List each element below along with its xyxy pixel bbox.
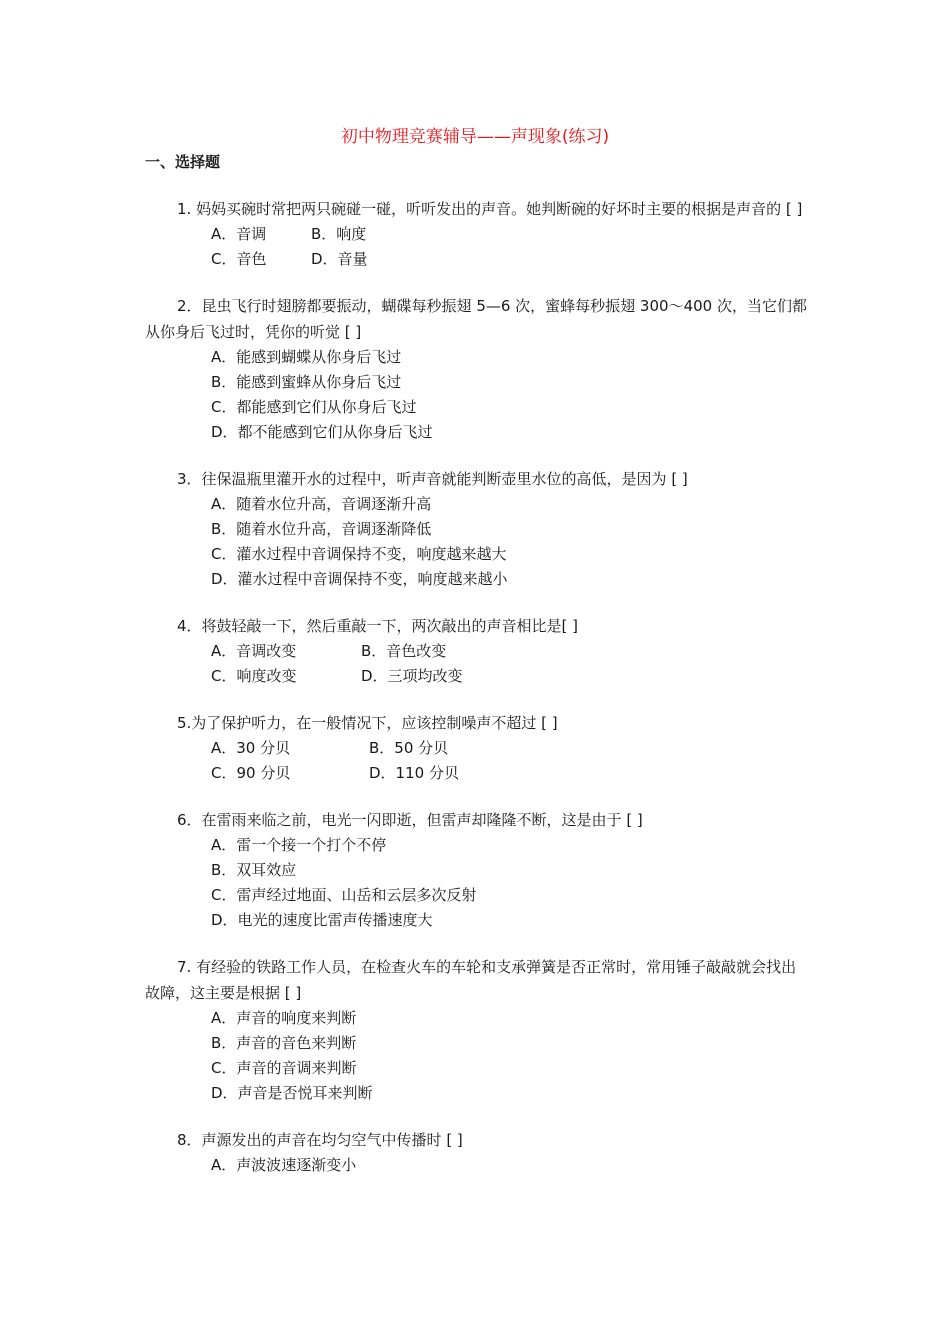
question-text: 3．往保温瓶里灌开水的过程中，听声音就能判断壶里水位的高低，是因为 [ ] [177, 470, 688, 488]
option-row [211, 761, 810, 786]
option-row [211, 395, 810, 420]
question-4 [145, 613, 810, 689]
answer-option: A．随着水位升高，音调逐渐升高 [211, 495, 432, 513]
answer-option: A．30 分贝 [211, 739, 291, 757]
option-row [211, 567, 810, 592]
option-row [211, 883, 810, 908]
answer-option: D．灌水过程中音调保持不变，响度越来越小 [211, 570, 508, 588]
answer-option: B．能感到蜜蜂从你身后飞过 [211, 373, 402, 391]
question-1 [145, 196, 810, 272]
option-row [211, 247, 810, 272]
answer-option: C．音色 [211, 250, 267, 268]
option-row [211, 370, 810, 395]
question-text: 1. 妈妈买碗时常把两只碗碰一碰，听听发出的声音。她判断碗的好坏时主要的根据是声音的 [ ] [177, 200, 803, 218]
answer-option: C．都能感到它们从你身后飞过 [211, 398, 417, 416]
option-row [211, 736, 810, 761]
answer-option: D．三项均改变 [361, 667, 463, 685]
option-group [145, 1006, 810, 1106]
question-text: 7. 有经验的铁路工作人员，在检查火车的车轮和支承弹簧是否正常时，常用锤子敲敲就会找出故障，这主要是根据 [ ] [145, 958, 797, 1002]
option-group [145, 222, 810, 272]
option-row [211, 222, 810, 247]
option-row [211, 908, 810, 933]
answer-option: D．都不能感到它们从你身后飞过 [211, 423, 433, 441]
answer-option: A．声波波速逐渐变小 [211, 1156, 357, 1174]
question-6 [145, 807, 810, 933]
answer-option: A．雷一个接一个打个不停 [211, 836, 387, 854]
answer-option: C．90 分贝 [211, 764, 291, 782]
question-text: 4．将鼓轻敲一下，然后重敲一下，两次敲出的声音相比是[ ] [177, 617, 579, 635]
answer-option: B．音色改变 [361, 642, 447, 660]
option-row [211, 833, 810, 858]
option-row [211, 858, 810, 883]
answer-option: B．双耳效应 [211, 861, 297, 879]
answer-option: C．声音的音调来判断 [211, 1059, 357, 1077]
answer-option: D．电光的速度比雷声传播速度大 [211, 911, 433, 929]
section-heading: 一、选择题 [145, 153, 221, 171]
option-group [145, 639, 810, 689]
option-group [145, 736, 810, 786]
option-row [211, 1056, 810, 1081]
question-text: 6．在雷雨来临之前，电光一闪即逝，但雷声却隆隆不断，这是由于 [ ] [177, 811, 643, 829]
option-row [211, 542, 810, 567]
question-8 [145, 1127, 810, 1178]
answer-option: A．音调改变 [211, 642, 297, 660]
option-group [145, 492, 810, 592]
option-row [211, 517, 810, 542]
document-title: 初中物理竞赛辅导——声现象(练习) [340, 127, 610, 147]
question-3 [145, 466, 810, 592]
option-row [211, 492, 810, 517]
option-row [211, 1031, 810, 1056]
answer-option: A．声音的响度来判断 [211, 1009, 357, 1027]
answer-option: B．50 分贝 [369, 739, 449, 757]
option-row [211, 1006, 810, 1031]
answer-option: C．灌水过程中音调保持不变，响度越来越大 [211, 545, 507, 563]
option-row [211, 345, 810, 370]
answer-option: D．声音是否悦耳来判断 [211, 1084, 373, 1102]
option-row [211, 1153, 810, 1178]
question-2 [145, 293, 810, 445]
question-7 [145, 954, 810, 1106]
answer-option: B．声音的音色来判断 [211, 1034, 357, 1052]
answer-option: C．响度改变 [211, 667, 297, 685]
answer-option: A．能感到蝴蝶从你身后飞过 [211, 348, 402, 366]
answer-option: D．音量 [311, 250, 368, 268]
answer-option: A．音调 [211, 225, 267, 243]
question-text: 2．昆虫飞行时翅膀都要振动，蝴碟每秒振翅 5—6 次，蜜蜂每秒振翅 300～400 次，当它们都从你身后飞过时，凭你的听觉 [ ] [145, 297, 807, 341]
answer-option: C．雷声经过地面、山岳和云层多次反射 [211, 886, 477, 904]
question-5 [145, 710, 810, 786]
question-text: 8．声源发出的声音在均匀空气中传播时 [ ] [177, 1131, 463, 1149]
answer-option: B．随着水位升高，音调逐渐降低 [211, 520, 432, 538]
question-list [145, 196, 810, 1199]
answer-option: B．响度 [311, 225, 367, 243]
option-row [211, 420, 810, 445]
option-group [145, 833, 810, 933]
question-text: 5.为了保护听力，在一般情况下，应该控制噪声不超过 [ ] [177, 714, 558, 732]
option-group [145, 345, 810, 445]
option-group [145, 1153, 810, 1178]
answer-option: D．110 分贝 [369, 764, 459, 782]
option-row [211, 664, 810, 689]
option-row [211, 639, 810, 664]
option-row [211, 1081, 810, 1106]
